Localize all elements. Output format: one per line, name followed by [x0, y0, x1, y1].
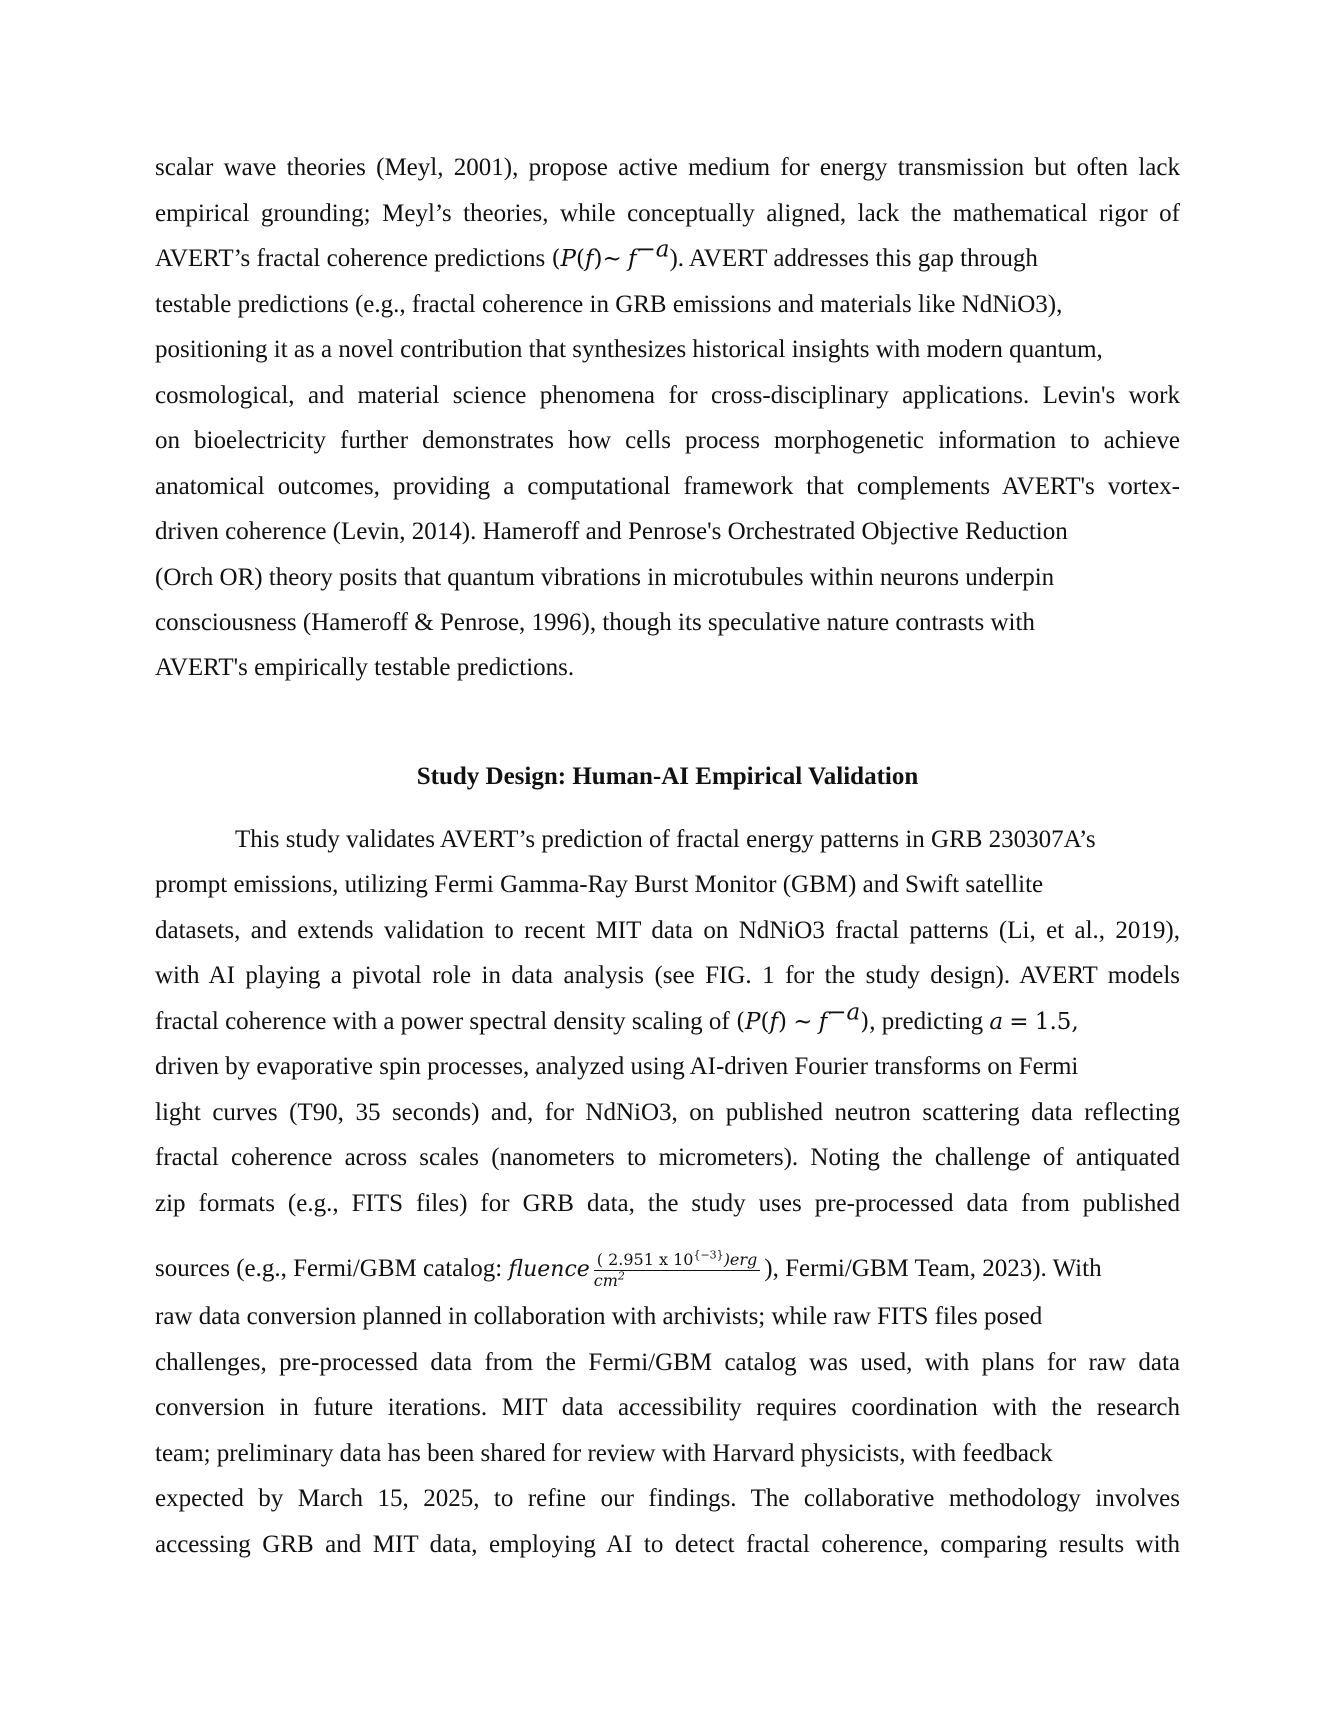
text-line: raw data conversion planned in collaboration with archivists; while raw FITS files posed: [155, 1303, 1043, 1330]
text-segment: , predicting: [869, 1008, 984, 1035]
text-line: anatomical outcomes, providing a computational framework that complements AVERT's vortex-: [155, 473, 1180, 500]
text-line: light curves (T90, 35 seconds) and, for NdNiO3, on published neutron scattering data reflecting: [155, 1099, 1180, 1126]
text-line: (Orch OR) theory posits that quantum vibrations in microtubules within neurons underpin: [155, 564, 1055, 591]
text-line: prompt emissions, utilizing Fermi Gamma-Ray Burst Monitor (GBM) and Swift satellite: [155, 871, 1044, 898]
text-line: consciousness (Hameroff & Penrose, 1996), though its speculative nature contrasts with: [155, 609, 1035, 636]
fluence-formula: fluence $\frac{( 2.951 x 10^{\{-3\}})erg}{cm^2}$: [508, 1255, 764, 1282]
power-law-formula: (P(f)~ $f^{-a}$: [551, 236, 670, 272]
fluence-fraction: $\frac{( 2.951 x 10^{\{-3\}})erg}{cm^2}$: [594, 1250, 761, 1291]
text-line: empirical grounding; Meyl’s theories, while conceptually aligned, lack the mathematical rigor of: [155, 200, 1180, 227]
text-segment: ). AVERT addresses this gap through: [669, 245, 1038, 272]
power-law-formula: (P(f) ~ $f^{-a}$): [736, 999, 870, 1035]
text-line: fractal coherence across scales (nanometers to micrometers). Noting the challenge of antiquated: [155, 1144, 1180, 1171]
text-segment: fractal coherence with a power spectral density scaling of: [155, 1008, 730, 1035]
text-line: on bioelectricity further demonstrates how cells process morphogenetic information to achieve: [155, 427, 1180, 454]
alpha-equation: a = 1.5,: [989, 1009, 1079, 1035]
text-line: team; preliminary data has been shared for review with Harvard physicists, with feedback: [155, 1440, 1053, 1467]
text-line: datasets, and extends validation to recent MIT data on NdNiO3 fractal patterns (Li, et al., 2019),: [155, 917, 1180, 944]
text-line: conversion in future iterations. MIT data accessibility requires coordination with the research: [155, 1394, 1180, 1421]
text-line: scalar wave theories (Meyl, 2001), propose active medium for energy transmission but often lack: [155, 154, 1180, 181]
text-line: [155, 999, 1180, 1037]
text-line: testable predictions (e.g., fractal coherence in GRB emissions and materials like NdNiO3),: [155, 291, 1063, 318]
text-line: with AI playing a pivotal role in data analysis (see FIG. 1 for the study design). AVERT models: [155, 962, 1180, 989]
text-segment: ), Fermi/GBM Team, 2023). With: [764, 1255, 1102, 1283]
text-line: challenges, pre-processed data from the Fermi/GBM catalog was used, with plans for raw data: [155, 1349, 1180, 1376]
text-line: zip formats (e.g., FITS files) for GRB data, the study uses pre-processed data from published: [155, 1190, 1180, 1217]
text-line: [155, 236, 1180, 274]
text-segment: sources (e.g., Fermi/GBM catalog:: [155, 1255, 503, 1283]
text-line: [155, 1250, 1180, 1291]
text-line: expected by March 15, 2025, to refine our findings. The collaborative methodology involves: [155, 1485, 1180, 1512]
text-line: driven by evaporative spin processes, analyzed using AI-driven Fourier transforms on Fermi: [155, 1053, 1079, 1080]
text-segment: AVERT’s fractal coherence predictions: [155, 245, 546, 272]
section-heading: Study Design: Human-AI Empirical Validation: [416, 763, 919, 790]
text-line: driven coherence (Levin, 2014). Hameroff and Penrose's Orchestrated Objective Reduction: [155, 518, 1068, 545]
text-line: positioning it as a novel contribution that synthesizes historical insights with modern quantum,: [155, 336, 1103, 363]
text-line: AVERT's empirically testable predictions.: [155, 654, 575, 681]
text-line: This study validates AVERT’s prediction of fractal energy patterns in GRB 230307A’s: [235, 826, 1096, 853]
text-line: cosmological, and material science phenomena for cross-disciplinary applications. Levin's work: [155, 382, 1180, 409]
text-line: accessing GRB and MIT data, employing AI to detect fractal coherence, comparing results with: [155, 1531, 1180, 1558]
